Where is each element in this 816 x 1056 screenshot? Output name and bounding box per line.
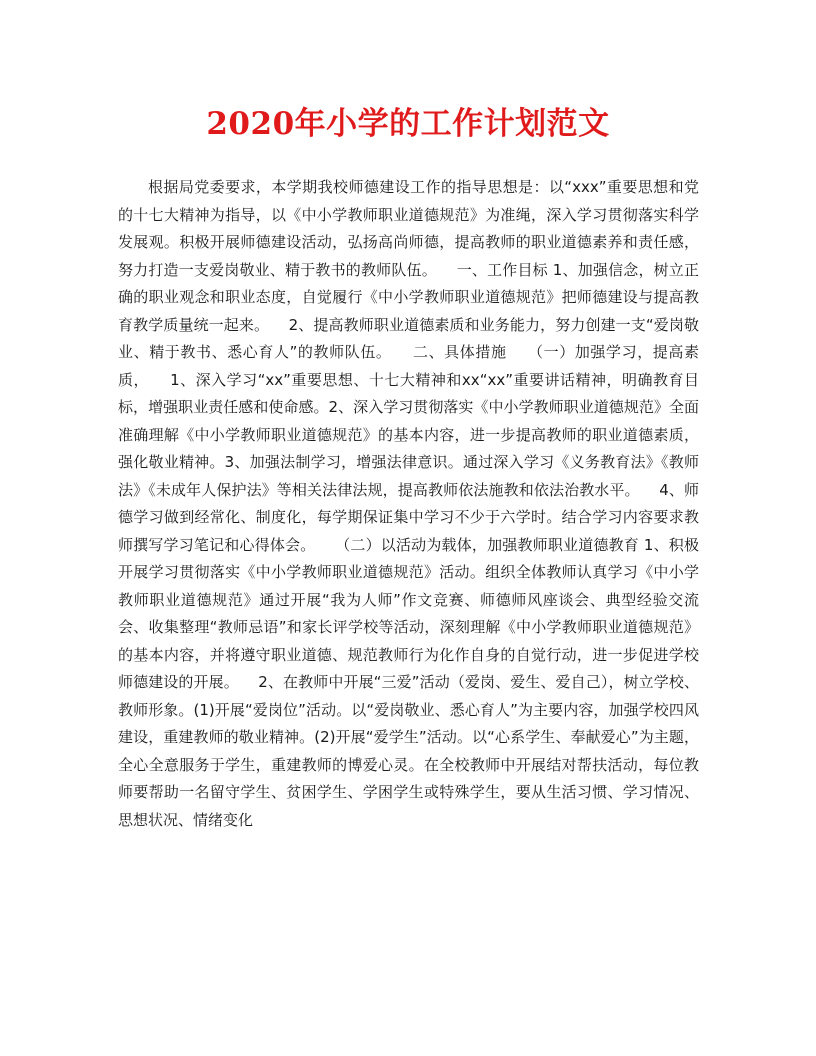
document-title: 2020年小学的工作计划范文 — [206, 106, 610, 142]
document-body-paragraph: 根据局党委要求，本学期我校师德建设工作的指导思想是：以“xxx”重要思想和党的十七大精神为指导，以《中小学教师职业道德规范》为准绳，深入学习贯彻落实科学发展观。积极开展师德建设活动，弘扬高尚师德，提高教师的职业道德素养和责任感，努力打造一支爱岗敬业、精于教书的教师队伍。 一、工作目标 1、加强信念，树立正确的职业观念和职业态度，自觉履行《中小学教师职业道德规范》把师德建设与提高教育教学质量统一起来。 2、提高教师职业道德素质和业务能力，努力创建一支“爱岗敬业、精于教书、悉心育人”的教师队伍。 二、具体措施 （一）加强学习，提高素质， 1、深入学习“xx”重要思想、十七大精神和xx“xx”重要讲话精神，明确教育目标，增强职业责任感和使命感。2、深入学习贯彻落实《中小学教师职业道德规范》全面准确理解《中小学教师职业道德规范》的基本内容，进一步提高教师的职业道德素质，强化敬业精神。3、加强法制学习，增强法律意识。通过深入学习《义务教育法》《教师法》《未成年人保护法》等相关法律法规，提高教师依法施教和依法治教水平。 4、师德学习做到经常化、制度化，每学期保证集中学习不少于六学时。结合学习内容要求教师撰写学习笔记和心得体会。 （二）以活动为载体，加强教师职业道德教育 1、积极开展学习贯彻落实《中小学教师职业道德规范》活动。组织全体教师认真学习《中小学教师职业道德规范》通过开展“我为人师”作文竞赛、师德师风座谈会、典型经验交流会、收集整理“教师忌语”和家长评学校等活动，深刻理解《中小学教师职业道德规范》的基本内容，并将遵守职业道德、规范教师行为化作自身的自觉行动，进一步促进学校师德建设的开展。 2、在教师中开展“三爱”活动（爱岗、爱生、爱自己），树立学校、教师形象。(1)开展“爱岗位”活动。以“爱岗敬业、悉心育人”为主要内容，加强学校四风建设，重建教师的敬业精神。(2)开展“爱学生”活动。以“心系学生、奉献爱心”为主题，全心全意服务于学生，重建教师的博爱心灵。在全校教师中开展结对帮扶活动，每位教师要帮助一名留守学生、贫困学生、学困学生或特殊学生，要从生活习惯、学习情况、思想状况、情绪变化 — [118, 178, 699, 829]
